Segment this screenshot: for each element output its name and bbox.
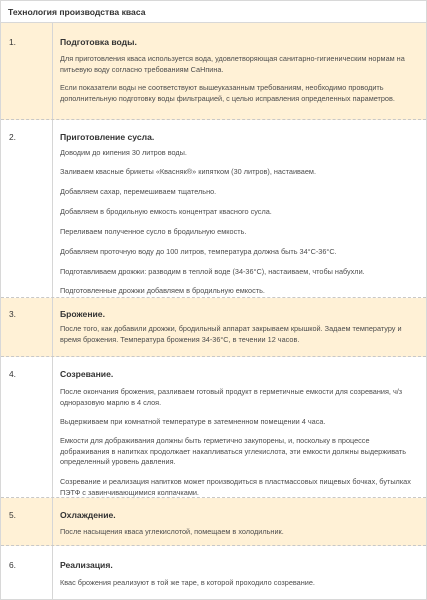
section-row xyxy=(1,546,426,599)
paragraph: Созревание и реализация напитков может производиться в пластмассовых пищевых бочках, бутылках ПЭТФ с завинчивающимися колпачками. xyxy=(60,477,411,497)
paragraph: Для приготовления кваса используется вода, удовлетворяющая санитарно-гигиеническим нормам на питьевую воду согласно требованиям СаНпина. xyxy=(60,54,405,74)
section-content xyxy=(60,132,418,297)
section-number: 4. xyxy=(9,369,16,379)
paragraph: Емкости для дображивания должны быть герметично закупорены, и, поскольку в процессе дображивания в напитках продолжает накапливаться углекислота, эти емкости должны выдерживать определенный уровень давления. xyxy=(60,436,407,467)
section-row xyxy=(1,298,426,357)
paragraph: После насыщения кваса углекислотой, помещаем в холодильник. xyxy=(60,527,284,536)
section-heading: Реализация. xyxy=(60,560,113,570)
paragraph: Добавляем проточную воду до 100 литров, температура должна быть 34°С-36°С. xyxy=(60,247,337,256)
section-content xyxy=(60,510,418,545)
section-number: 3. xyxy=(9,309,16,319)
section-heading: Приготовление сусла. xyxy=(60,132,155,142)
paragraph: Если показатели воды не соответствуют вышеуказанным требованиям, необходимо проводить дополнительную подготовку воды фильтрацией, с целью исправления определенных параметров. xyxy=(60,83,395,103)
section-row xyxy=(1,120,426,298)
paragraph: Добавляем сахар, перемешиваем тщательно. xyxy=(60,187,217,196)
paragraph: После того, как добавили дрожжи, бродильный аппарат закрываем крышкой. Задаем температуру и время брожения. Температура брожения 34-36°С, в течении 12 часов. xyxy=(60,324,402,344)
paragraph: После окончания брожения, разливаем готовый продукт в герметичные емкости для созревания, ч/з одноразовую марлю в 4 слоя. xyxy=(60,387,403,407)
section-content xyxy=(60,37,418,119)
paragraph: Переливаем полученное сусло в бродильную емкость. xyxy=(60,227,247,236)
paragraph: Заливаем квасные брикеты «Квасняк®» кипятком (30 литров), настаиваем. xyxy=(60,167,316,176)
table-title: Технология производства кваса xyxy=(1,1,426,23)
section-number: 1. xyxy=(9,37,16,47)
section-row xyxy=(1,357,426,498)
paragraph: Подготавливаем дрожжи: разводим в теплой воде (34-36°С), настаиваем, чтобы набухли. xyxy=(60,267,365,276)
section-content xyxy=(60,560,418,599)
section-number: 6. xyxy=(9,560,16,570)
section-row xyxy=(1,498,426,546)
section-content xyxy=(60,309,418,356)
section-heading: Брожение. xyxy=(60,309,105,319)
paragraph: Доводим до кипения 30 литров воды. xyxy=(60,148,187,157)
section-number: 2. xyxy=(9,132,16,142)
paragraph: Выдерживаем при комнатной температуре в затемненном помещении 4 часа. xyxy=(60,417,326,426)
section-content xyxy=(60,369,418,497)
paragraph: Добавляем в бродильную емкость концентрат квасного сусла. xyxy=(60,207,272,216)
section-heading: Подготовка воды. xyxy=(60,37,137,47)
paragraph: Подготовленные дрожжи добавляем в бродильную емкость. xyxy=(60,286,265,295)
section-heading: Охлаждение. xyxy=(60,510,116,520)
paragraph: Квас брожения реализуют в той же таре, в которой проходило созревание. xyxy=(60,578,315,587)
section-number: 5. xyxy=(9,510,16,520)
section-row xyxy=(1,23,426,120)
section-heading: Созревание. xyxy=(60,369,114,379)
